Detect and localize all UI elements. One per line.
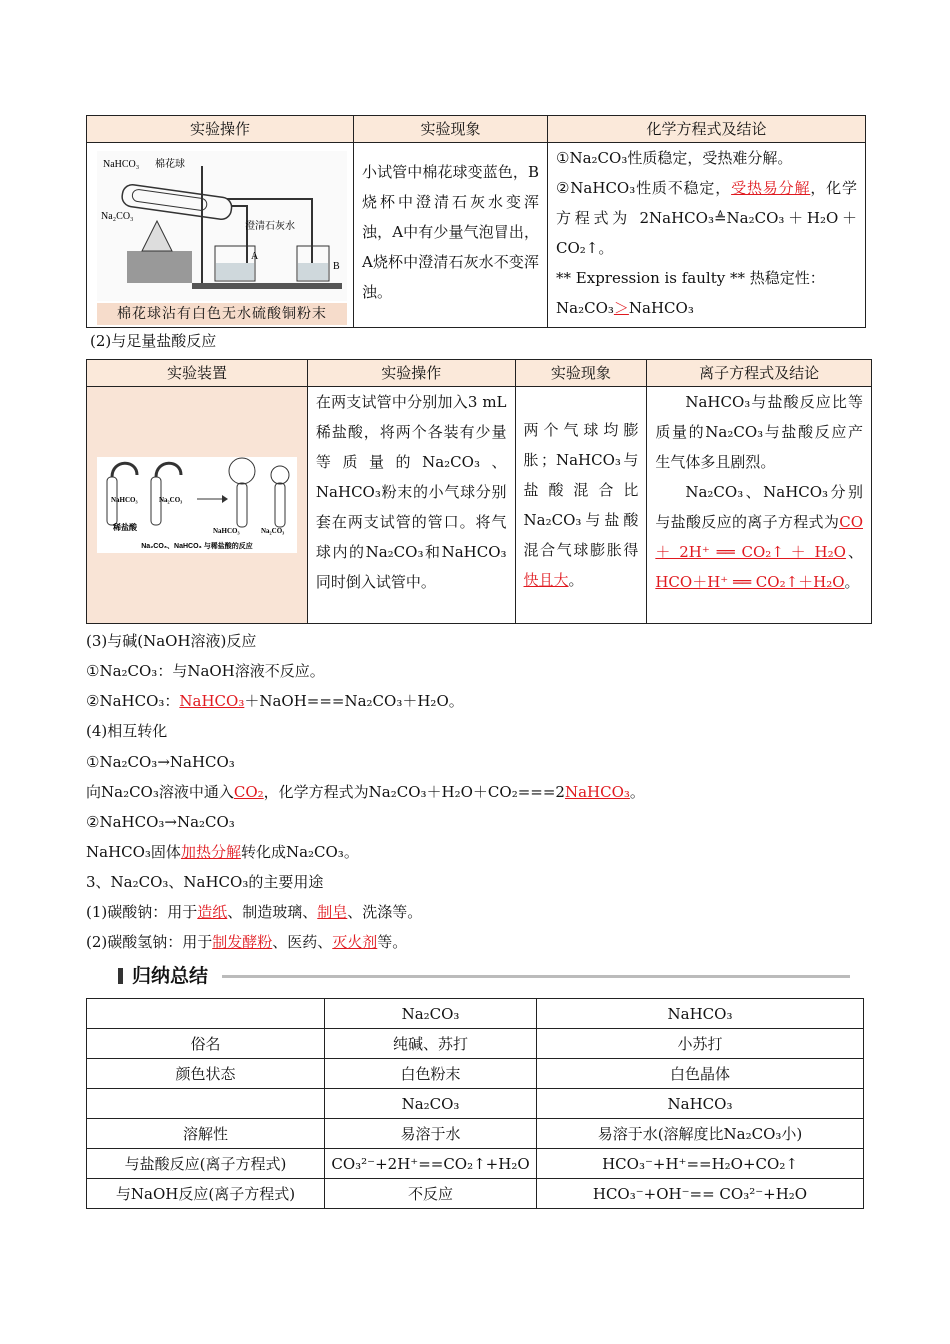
- l8-pre: NaHCO₃固体: [86, 843, 181, 861]
- summary-cell: 俗名: [87, 1029, 325, 1059]
- summary-row: [87, 1179, 864, 1209]
- burner-base: [127, 251, 192, 283]
- balloon-apparatus-figure: [97, 457, 297, 553]
- line-3-1: ①Na₂CO₃：与NaOH溶液不反应。: [86, 662, 325, 680]
- summary-cell: 颜色状态: [87, 1059, 325, 1089]
- summary-cell: NaHCO₃: [537, 999, 864, 1029]
- summary-row: [87, 1119, 864, 1149]
- balloon-1: [112, 463, 137, 477]
- t2-c-red1: CO ＋ 2H⁺ ══ CO₂↑ ＋ H₂O: [655, 513, 863, 561]
- t1-phenomenon-cell: [354, 143, 548, 328]
- t2-figure-cell: [87, 387, 308, 624]
- l10-pre: (1)碳酸钠：用于: [86, 903, 198, 921]
- l11-red1: 制发酵粉: [212, 933, 273, 951]
- summary-table: [86, 998, 864, 1209]
- tube-3: [237, 483, 247, 527]
- tube-4: [275, 483, 285, 527]
- l6-red2: NaHCO₃: [564, 783, 630, 801]
- line-4-1: ①Na₂CO₃→NaHCO₃: [86, 753, 235, 771]
- balloon-4: [271, 466, 289, 484]
- summary-cell: 溶解性: [87, 1119, 325, 1149]
- balloon-2: [156, 463, 181, 477]
- t1-c4-a: Na₂CO₃: [556, 299, 614, 317]
- summary-cell: 纯碱、苏打: [325, 1029, 537, 1059]
- t1-header-conclusion: 化学方程式及结论: [548, 116, 866, 143]
- section2-title: (2)与足量盐酸反应: [90, 332, 217, 350]
- experiment-table-2: [86, 359, 872, 624]
- label-na2co3: Na₂CO₃: [101, 211, 134, 222]
- t1-c2-post: ，化学方程式为 2NaHCO₃≜Na₂CO₃＋H₂O＋CO₂↑。: [556, 179, 857, 257]
- experiment-table-1: [86, 115, 866, 328]
- l6-red1: CO₂: [233, 783, 264, 801]
- label-a: A: [251, 251, 259, 262]
- t2-conclusion-cell: [647, 387, 872, 624]
- figure-caption: 棉花球沾有白色无水硫酸铜粉末: [97, 303, 347, 325]
- summary-cell: Na₂CO₃: [325, 999, 537, 1029]
- line-uses-2: [86, 931, 407, 953]
- t2-figure-caption: Na₂CO₃、NaHCO₃ 与稀盐酸的反应: [141, 543, 253, 550]
- l10-mid: 、制造玻璃、: [227, 903, 318, 921]
- t1-header-operation: 实验操作: [87, 116, 354, 143]
- lamp: [142, 221, 172, 251]
- l3-post: ＋NaOH===Na₂CO₃＋H₂O。: [244, 692, 464, 710]
- summary-cell: HCO₃⁻+H⁺==H₂O+CO₂↑: [537, 1149, 864, 1179]
- t2-operation-cell: [307, 387, 515, 624]
- t2-c-sep: 、: [845, 543, 863, 561]
- t2-header-apparatus: 实验装置: [87, 360, 308, 387]
- t2-label-hcl: 稀盐酸: [112, 523, 137, 532]
- heading-rule: [222, 975, 850, 978]
- label-limewater: 澄清石灰水: [245, 221, 295, 232]
- t1-phenomenon-text: 小试管中棉花球变蓝色，B烧杯中澄清石灰水变浑浊，A中有少量气泡冒出，A烧杯中澄清石灰水不变浑浊。: [362, 163, 540, 301]
- l11-red2: 灭火剂: [332, 933, 378, 951]
- line-4-2: ②NaHCO₃→Na₂CO₃: [86, 813, 235, 831]
- t2-ph-red: 快且大: [523, 571, 569, 589]
- l10-red2: 制皂: [317, 903, 348, 921]
- line-4-title: (4)相互转化: [86, 722, 168, 740]
- t2-conclusion-p1: NaHCO₃与盐酸反应比等质量的Na₂CO₃与盐酸反应产生气体多且剧烈。: [655, 393, 863, 471]
- delivery-tube-a: [232, 206, 247, 263]
- t2-ph-post: 。: [568, 571, 584, 589]
- stand-base: [192, 283, 342, 289]
- heading-marker: [118, 968, 123, 984]
- t2-header-phenomenon: 实验现象: [515, 360, 647, 387]
- t1-c2-pre: ②NaHCO₃性质不稳定，: [556, 179, 732, 197]
- summary-cell: 白色晶体: [537, 1059, 864, 1089]
- t1-c4-b: NaHCO₃: [628, 299, 694, 317]
- summary-cell: 白色粉末: [325, 1059, 537, 1089]
- t2-c-red2: HCO＋H⁺ ══ CO₂↑＋H₂O: [655, 573, 845, 591]
- summary-heading: [110, 962, 852, 990]
- summary-cell: NaHCO₃: [537, 1089, 864, 1119]
- line-uses-1: [86, 901, 422, 923]
- t2-conclusion-p2: [655, 477, 863, 597]
- l3-pre: ②NaHCO₃：: [86, 692, 180, 710]
- t1-header-phenomenon: 实验现象: [354, 116, 548, 143]
- summary-cell: 小苏打: [537, 1029, 864, 1059]
- l11-mid: 、医药、: [272, 933, 333, 951]
- l8-post: 转化成Na₂CO₃。: [240, 843, 359, 861]
- t1-figure-cell: [87, 143, 354, 328]
- line-uses-title: 3、Na₂CO₃、NaHCO₃的主要用途: [86, 873, 324, 891]
- summary-cell: [87, 1089, 325, 1119]
- label-nahco3: NaHCO₃: [103, 159, 140, 170]
- t2-label-na2co3: Na₂CO₃: [158, 496, 183, 504]
- l10-red1: 造纸: [197, 903, 228, 921]
- label-b: B: [333, 261, 340, 272]
- summary-row: [87, 1029, 864, 1059]
- summary-cell: 易溶于水: [325, 1119, 537, 1149]
- summary-row: [87, 1089, 864, 1119]
- l11-post: 等。: [377, 933, 408, 951]
- line-4-1-desc: [86, 781, 645, 803]
- t2-header-conclusion: 离子方程式及结论: [647, 360, 872, 387]
- t1-conclusion-line3: ** Expression is faulty ** 热稳定性：: [556, 269, 825, 287]
- summary-cell: Na₂CO₃: [325, 1089, 537, 1119]
- beaker-b-liquid: [298, 263, 328, 280]
- l8-red: 加热分解: [180, 843, 241, 861]
- t2-phenomenon-text: [524, 415, 639, 595]
- summary-row: [87, 1059, 864, 1089]
- t2-label-nahco3-2: NaHCO₃: [212, 527, 240, 535]
- summary-title: 归纳总结: [132, 965, 209, 987]
- t1-conclusion-line2: [556, 173, 857, 263]
- line-3-2: [86, 690, 464, 712]
- balloon-3: [229, 458, 255, 484]
- l6-pre: 向Na₂CO₃溶液中通入: [86, 783, 234, 801]
- t2-operation-text: 在两支试管中分别加入3 mL稀盐酸，将两个各装有少量等质量的Na₂CO₃、NaHCO₃粉末的小气球分别套在两支试管的管口。将气球内的Na₂CO₃和NaHCO₃同时倒入试管中。: [315, 393, 507, 591]
- summary-cell: CO₃²⁻+2H⁺==CO₂↑+H₂O: [325, 1149, 537, 1179]
- label-cotton: 棉花球: [155, 159, 185, 170]
- t1-c4-red: ＞: [613, 299, 629, 317]
- t1-conclusion-line1: ①Na₂CO₃性质稳定，受热难分解。: [556, 149, 793, 167]
- line-4-2-desc: [86, 841, 359, 863]
- t1-conclusion-line4: [556, 293, 857, 323]
- t2-ph-pre: 两个气球均膨胀；NaHCO₃与盐酸混合比Na₂CO₃与盐酸混合气球膨胀得: [523, 421, 639, 559]
- l6-mid: ，化学方程式为Na₂CO₃＋H₂O＋CO₂===2: [263, 783, 565, 801]
- beaker-a-liquid: [216, 263, 254, 280]
- t1-conclusion-cell: [548, 143, 866, 328]
- arrow-head: [222, 495, 228, 503]
- t2-label-nahco3: NaHCO₃: [110, 496, 138, 504]
- summary-cell: [87, 999, 325, 1029]
- l6-end: 。: [629, 783, 645, 801]
- t2-phenomenon-cell: [515, 387, 647, 624]
- summary-cell: 与NaOH反应(离子方程式): [87, 1179, 325, 1209]
- t2-header-operation: 实验操作: [307, 360, 515, 387]
- summary-row: [87, 999, 864, 1029]
- l11-pre: (2)碳酸氢钠：用于: [86, 933, 213, 951]
- t1-c2-red: 受热易分解: [731, 179, 811, 197]
- line-3-title: (3)与碱(NaOH溶液)反应: [86, 632, 257, 650]
- summary-row: [87, 1149, 864, 1179]
- heating-apparatus-figure: [97, 151, 347, 301]
- t2-c-p2: Na₂CO₃、NaHCO₃分别与盐酸反应的离子方程式为: [655, 483, 863, 531]
- summary-cell: HCO₃⁻+OH⁻== CO₃²⁻+H₂O: [537, 1179, 864, 1209]
- t2-c-end: 。: [844, 573, 860, 591]
- l3-red: NaHCO₃: [179, 692, 245, 710]
- summary-cell: 与盐酸反应(离子方程式): [87, 1149, 325, 1179]
- summary-cell: 易溶于水(溶解度比Na₂CO₃小): [537, 1119, 864, 1149]
- summary-cell: 不反应: [325, 1179, 537, 1209]
- l10-post: 、洗涤等。: [347, 903, 423, 921]
- t2-label-na2co3-2: Na₂CO₃: [260, 527, 285, 535]
